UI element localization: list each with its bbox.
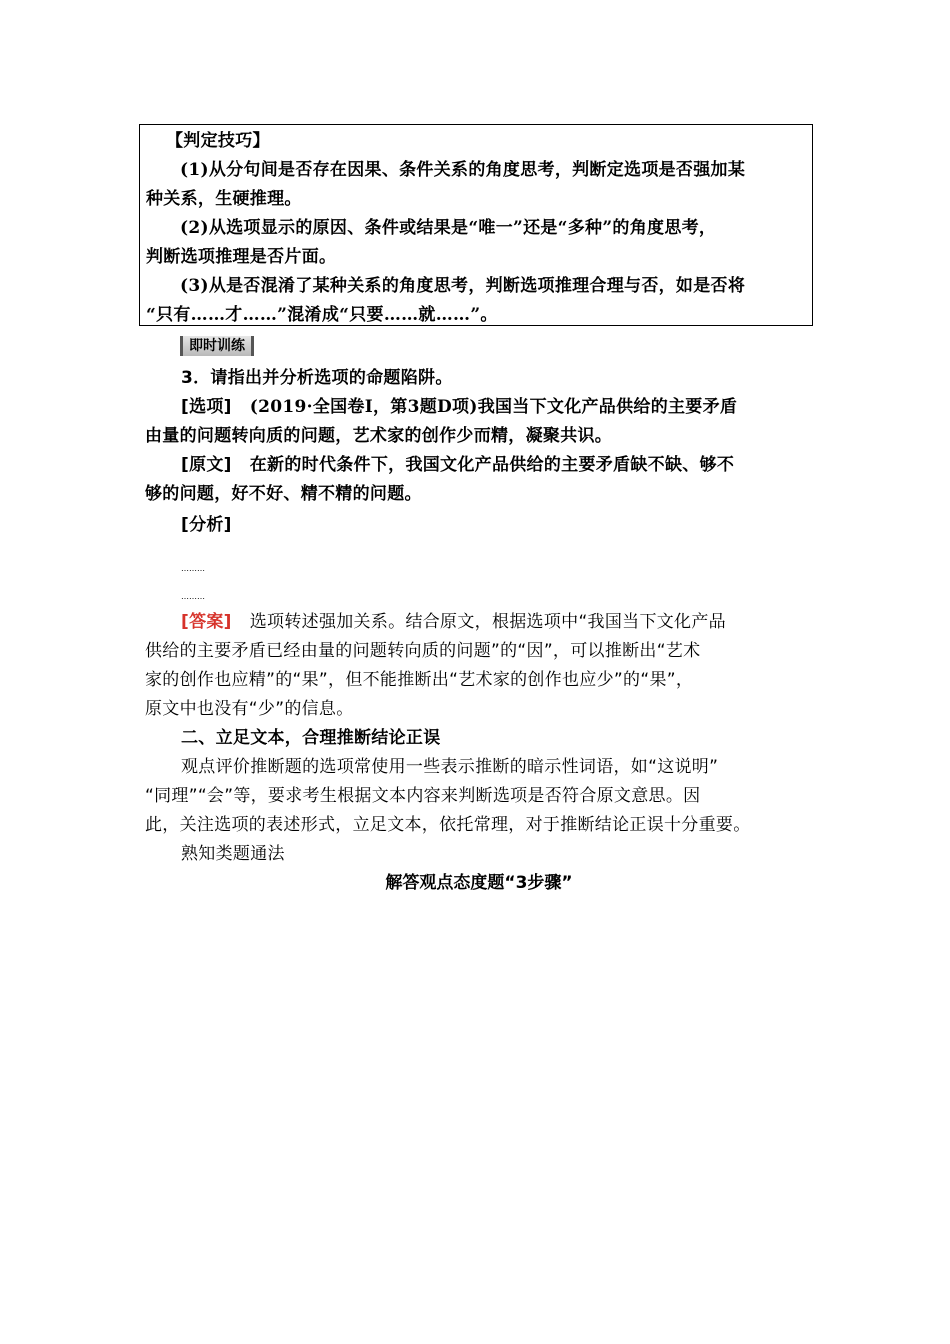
question-block: [145, 364, 813, 540]
blank-line-1: ………: [181, 564, 205, 573]
tips-title: 【判定技巧】: [166, 131, 270, 151]
answer-label: [答案]: [181, 612, 232, 632]
tip-item-1-line1: (1)从分句间是否存在因果、条件关系的角度思考，判断定选项是否强加某: [180, 160, 746, 180]
center-title: 解答观点态度题“3步骤”: [385, 873, 573, 893]
option-line1: (2019·全国卷Ⅰ，第3题D项)我国当下文化产品供给的主要矛盾: [249, 397, 738, 417]
practice-badge: 即时训练: [180, 336, 254, 356]
tip-item-2-line1: (2)从选项显示的原因、条件或结果是“唯一”还是“多种”的角度思考，: [180, 218, 717, 238]
section2-para-line1: 观点评价推断题的选项常使用一些表示推断的暗示性词语，如“这说明”: [181, 757, 719, 777]
option-label: [选项]: [181, 397, 232, 417]
section2-para-line3: 此，关注选项的表述形式，立足文本，依托常理，对于推断结论正误十分重要。: [145, 815, 751, 835]
analysis-label: [分析]: [181, 515, 232, 535]
answer-line3: 家的创作也应精”的“果”，但不能推断出“艺术家的创作也应少”的“果”，: [145, 670, 694, 690]
original-label: [原文]: [181, 455, 232, 475]
blank-line-2: ………: [181, 592, 205, 601]
tip-item-1-line2: 种关系，生硬推理。: [146, 189, 302, 209]
tip-item-3-line1: (3)从是否混淆了某种关系的角度思考，判断选项推理合理与否，如是否将: [180, 276, 746, 296]
original-line1: 在新的时代条件下，我国文化产品供给的主要矛盾缺不缺、够不: [249, 455, 735, 475]
tips-box: [139, 124, 813, 326]
section2-subheading: 熟知类题通法: [181, 844, 285, 864]
option-line2: 由量的问题转向质的问题，艺术家的创作少而精，凝聚共识。: [145, 426, 613, 446]
question-stem: 3．请指出并分析选项的命题陷阱。: [181, 368, 453, 388]
tip-item-2-line2: 判断选项推理是否片面。: [146, 247, 337, 267]
answer-line1: 选项转述强加关系。结合原文，根据选项中“我国当下文化产品: [249, 612, 726, 632]
section2-heading: 二、立足文本，合理推断结论正误: [181, 728, 441, 748]
section2-para-line2: “同理”“会”等，要求考生根据文本内容来判断选项是否符合原文意思。因: [145, 786, 701, 806]
answer-line2: 供给的主要矛盾已经由量的问题转向质的问题”的“因”，可以推断出“艺术: [145, 641, 701, 661]
original-line2: 够的问题，好不好、精不精的问题。: [145, 484, 422, 504]
tip-item-3-line2: “只有……才……”混淆成“只要……就……”。: [146, 305, 498, 325]
answer-block: [145, 608, 813, 869]
answer-line4: 原文中也没有“少”的信息。: [145, 699, 354, 719]
